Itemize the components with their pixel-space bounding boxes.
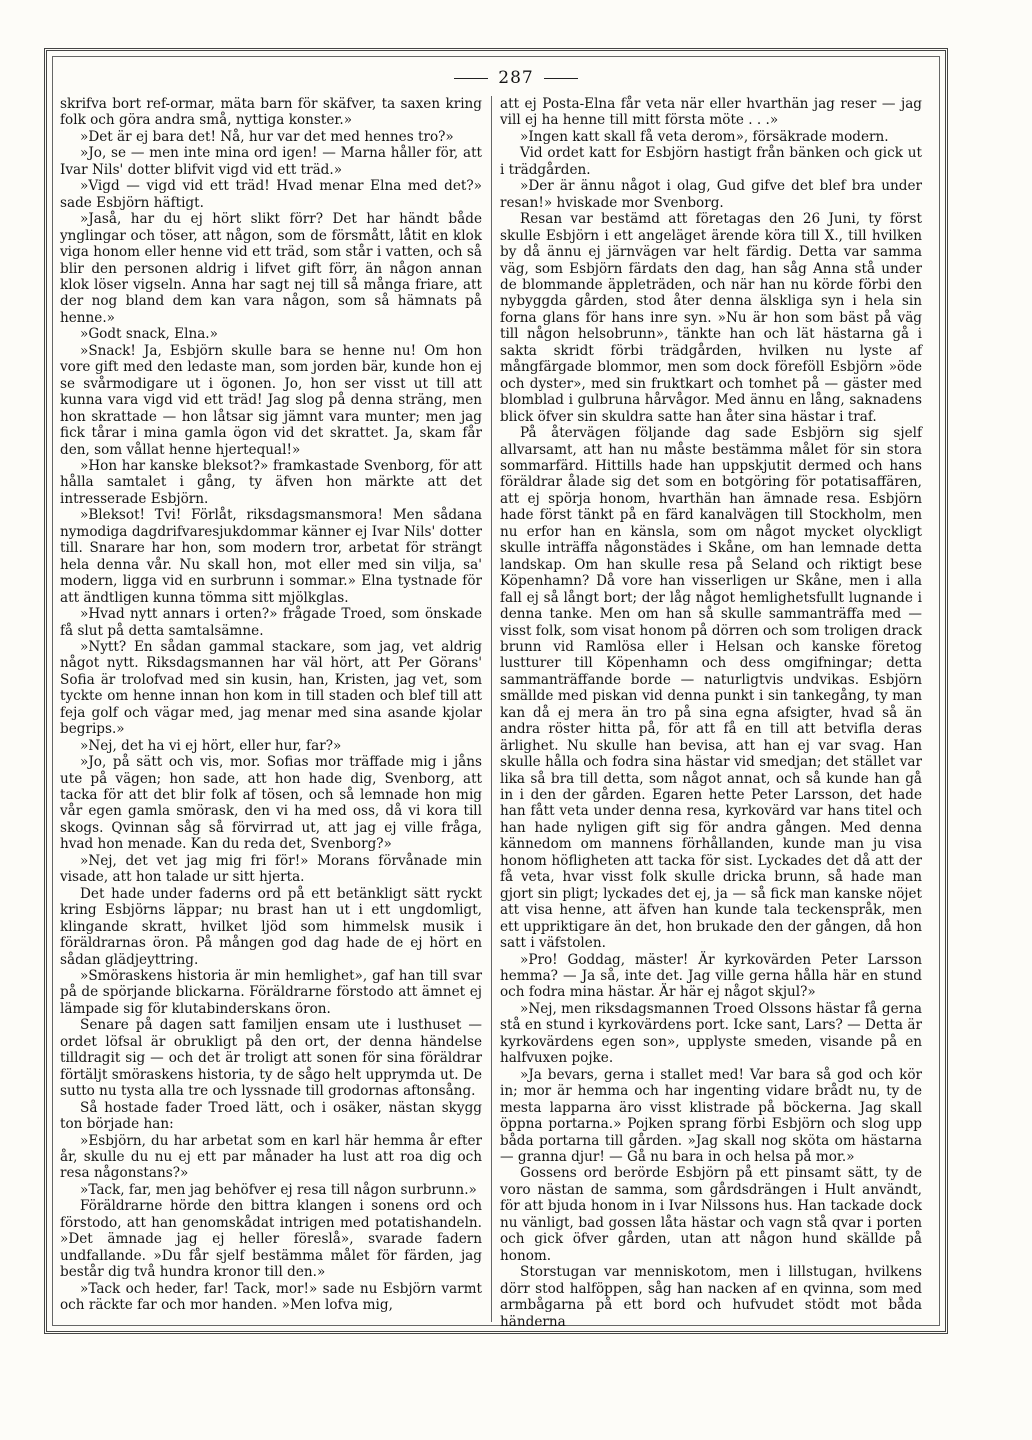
- paragraph: »Tack, far, men jag behöfver ej resa till någon surbrunn.»: [80, 1181, 477, 1198]
- left-column: [60, 96, 482, 1314]
- paragraph: skrifva bort ref-ormar, mäta barn för skäfver, ta saxen kring folk och göra andra små, nyttiga konster.»: [60, 96, 482, 129]
- paragraph: Resan var bestämd att företagas den 26 Juni, ty först skulle Esbjörn i ett angeläget ärende köra till X., till hvilken by då ännu ej järnvägen var helt färdig. Detta var samma väg, som Esbjörn färdats den dag, han såg Anna stå under de blommande äppleträden, och när han nu körde förbi den nybyggda gården, stod åter denna älskliga syn i hela sin forna glans för hans inre syn. »Nu är hon som bäst på väg till någon helsobrunn», tänkte han och lät hästarna gå i sakta skridt förbi trädgården, hvilken nu lyste af mångfärgade blommor, men som dock föreföll Esbjörn »öde och dyster», med sin fruktkart och tomhet på — gäster med blomblad i gulbruna hårvågor. Med ännu en lång, saknadens blick öfver sin skuldra satte han åter sina hästar i traf.: [500, 211, 922, 425]
- paragraph: »Smöraskens historia är min hemlighet», gaf han till svar på de spörjande blickarna. Föräldrarne förstodo att ämnet ej lämpade sig för klutabinderskans öron.: [60, 968, 482, 1017]
- paragraph: »Nej, det vet jag mig fri för!» Morans förvånade min visade, att hon talade ur sitt hjerta.: [60, 852, 482, 886]
- page-number-dash-right: [544, 78, 578, 79]
- right-column: [500, 96, 922, 1330]
- paragraph: »Snack! Ja, Esbjörn skulle bara se henne nu! Om hon vore gift med den ledaste man, som jorden bär, kunde hon ej se svårmodigare ut i ögonen. Jo, hon ser visst ut till att kunna vara vigd vid ett träd! Jag slog på denna sträng, men hon skrattade — hon låtsar sig jämnt vara munter; men jag fick tårar i mina gamla ögon vid det skrattet. Ja, skam får den, som vållat henne hjertequal!»: [60, 342, 482, 458]
- paragraph: »Pro! Goddag, mäster! Är kyrkovärden Peter Larsson hemma? — Ja så, inte det. Jag ville gerna hålla här en stund och fodra mina hästar. Är här ej något skjul?»: [500, 951, 922, 1001]
- paragraph: »Hon har kanske bleksot?» framkastade Svenborg, för att hålla samtalet i gång, ty äfven hon märkte att det intresserade Esbjörn.: [60, 457, 482, 507]
- paragraph: Gossens ord berörde Esbjörn på ett pinsamt sätt, ty de voro nästan de samma, som gårdsdrängen i Hult användt, för att bjuda honom in i Ivar Nilssons hus. Han tackade dock nu vänligt, bad gossen låta hästar och vagn stå qvar i porten och gick öfver gården, utan att någon hund skällde på honom.: [500, 1165, 922, 1264]
- column-divider: [491, 96, 492, 1322]
- paragraph: Det hade under faderns ord på ett betänkligt sätt ryckt kring Esbjörns läppar; nu brast han ut i ett ungdomligt, klingande skratt, hvilket ljöd som himmelsk musik i föräldrarnas öron. På mången god dag hade de ej hört en sådan glädjeyttring.: [60, 885, 482, 968]
- page-number: [0, 68, 1032, 88]
- paragraph: »Godt snack, Elna.»: [80, 326, 218, 343]
- paragraph: »Jo, se — men inte mina ord igen! — Marna håller för, att Ivar Nils' dotter blifvit vigd vid ett träd.»: [60, 145, 482, 178]
- paragraph: Vid ordet katt for Esbjörn hastigt från bänken och gick ut i trädgården.: [500, 145, 922, 178]
- paragraph: »Der är ännu något i olag, Gud gifve det blef bra under resan!» hviskade mor Svenborg.: [500, 178, 922, 211]
- page-number-dash-left: [454, 78, 488, 79]
- paragraph: »Nej, det ha vi ej hört, eller hur, far?»: [80, 737, 342, 754]
- paragraph: »Tack och heder, far! Tack, mor!» sade nu Esbjörn varmt och räckte far och mor handen. »Men lofva mig,: [60, 1280, 482, 1314]
- paragraph: »Jo, på sätt och vis, mor. Sofias mor träffade mig i jåns ute på vägen; hon sade, att hon hade dig, Svenborg, att tacka för att det blir folk af tösen, och så lemnade hon mig vår egen gamla smörask, den vi ha med oss, då vi kora till skogs. Qvinnan såg så förvirrad ut, att jag ej ville fråga, hvad hon menade. Kan du reda det, Svenborg?»: [60, 754, 482, 853]
- paragraph: »Ja bevars, gerna i stallet med! Var bara så god och kör in; mor är hemma och har ingenting vidare brådt nu, ty de mesta lapparna äro visst klistrade på böckerna. Jag skall öppna portarna.» Pojken sprang förbi Esbjörn och slog upp båda portarna till gården. »Jag skall nog sköta om hästarna — granna djur! — Gå nu bara in och helsa på mor.»: [500, 1066, 922, 1165]
- paragraph: »Esbjörn, du har arbetat som en karl här hemma år efter år, skulle du nu ej ett par månader ha lust att roa dig och resa någonstans?»: [60, 1132, 482, 1182]
- paragraph: »Nej, men riksdagsmannen Troed Olssons hästar få gerna stå en stund i kyrkovärdens port. Icke sant, Lars? — Detta är kyrkovärdens egen son», upplyste smeden, visande på en halfvuxen pojke.: [500, 1000, 922, 1067]
- paragraph: Så hostade fader Troed lätt, och i osäker, nästan skygg ton började han:: [60, 1099, 482, 1133]
- page-number-text: 287: [498, 68, 534, 88]
- paragraph: Storstugan var menniskotom, men i lillstugan, hvilkens dörr stod halföppen, såg han nacken af en qvinna, som med armbågarna på ett bord och hufvudet stödt mot båda händerna: [500, 1264, 922, 1330]
- paragraph: Senare på dagen satt familjen ensam ute i lusthuset — ordet löfsal är obrukligt på den ort, der denna händelse tilldragit sig — och det är troligt att sonen för sina föräldrar förtäljt smöraskens historia, ty de sågo helt upprymda ut. De sutto nu tysta alla tre och lyssnade till grodornas aftonsång.: [60, 1017, 482, 1100]
- paragraph: »Jaså, har du ej hört slikt förr? Det har händt både ynglingar och töser, att någon, som de försmått, låtit en klok viga honom eller henne vid ett träd, som står i vatten, och så blir den personen aldrig i lifvet gift förr, än någon annan klok löser vigseln. Anna har sagt nej till så många friare, att der nog bland dem kan vara någon, som så hämnats på henne.»: [60, 211, 482, 326]
- paragraph: Föräldrarne hörde den bittra klangen i sonens ord och förstodo, att han genomskådat intrigen med potatishandeln. »Det ämnade jag ej heller föreslå», svarade fadern undfallande. »Du får sjelf bestämma målet för färden, jag består dig två hundra kronor till den.»: [60, 1198, 482, 1281]
- paragraph: »Ingen katt skall få veta derom», försäkrade modern.: [520, 128, 889, 145]
- paragraph: »Det är ej bara det! Nå, hur var det med hennes tro?»: [80, 128, 454, 145]
- paragraph: »Nytt? En sådan gammal stackare, som jag, vet aldrig något nytt. Riksdagsmannen har väl hört, att Per Görans' Sofia är trolofvad med sin kusin, han, Kristen, jag vet, som tyckte om henne innan hon kom in till staden och blef till att feja golf och vägar med, jag menar med sina asande kjolar begrips.»: [60, 638, 482, 738]
- paragraph: »Bleksot! Tvi! Förlåt, riksdagsmansmora! Men sådana nymodiga dagdrifvaresjukdommar känner ej Ivar Nils' dotter till. Snarare har hon, som modern tror, arbetat för strängt hela denna vår. Nu skall hon, mot eller med sin vilja, sa' modern, ligga vid en surbrunn i sommar.» Elna tystnade för att ändtligen kunna tömma sitt mjölkglas.: [60, 507, 482, 606]
- paragraph: »Vigd — vigd vid ett träd! Hvad menar Elna med det?» sade Esbjörn häftigt.: [60, 178, 482, 211]
- paragraph: att ej Posta-Elna får veta när eller hvarthän jag reser — jag vill ej ha henne till mitt första möte . . .»: [500, 96, 922, 129]
- paragraph: »Hvad nytt annars i orten?» frågade Troed, som önskade få slut på detta samtalsämne.: [60, 606, 482, 639]
- paragraph: På återvägen följande dag sade Esbjörn sig sjelf allvarsamt, att han nu måste bestämma målet för sin stora sommarfärd. Hittills hade han uppskjutit dermed och hans föräldrar ålade sig det som en botgöring för potatisaffären, att ej spörja honom, hvarthän han ämnade resa. Esbjörn hade först tänkt på en färd kanalvägen till Stockholm, men nu erfor han en känsla, som om något mycket olyckligt skulle inträffa någonstädes i Skåne, om han lemnade detta landskap. Om han skulle resa på Seland och riktigt bese Köpenhamn? Då vore han visserligen ur Skåne, men i alla fall ej så långt bort; der låg något hemlighetsfullt lugnande i denna tanke. Men om han så skulle sammanträffa med — visst folk, som visat honom på dörren och som troligen drack brunn vid Ramlösa eller i Helsan och kanske företog lustturer till Köpenhamn och dess omgifningar; detta sammanträffande borde — naturligtvis undvikas. Esbjörn smällde med piskan vid denna punkt i sin tankegång, ty man kan då ej mera än tro på sina egna afsigter, hvad så än andra röster hitta på, för att få en till att betvifla deras ärlighet. Nu skulle han bevisa, att han ej var svag. Han skulle hålla och fodra sina hästar vid smedjan; det stället var lika så bra till detta, som något annat, och så kunde han gå in i den der gården. Egaren hette Peter Larsson, det hade han fått veta under denna resa, kyrkovärd var hans titel och han hade nyligen gift sig för andra gången. Med denna kännedom om mannens förhållanden, kunde man ju visa honom höfligheten att tacka för sist. Lyckades det då att der få veta, hvar visst folk skulle dricka brunn, så hade man gjort sin pligt; lyckades det ej, ja — så fick man kanske nöjet att visa henne, att äfven han kunde tala teckenspråk, men ett uppriktigare än det, hon brukade den der gången, då hon satt i väfstolen.: [500, 425, 922, 952]
